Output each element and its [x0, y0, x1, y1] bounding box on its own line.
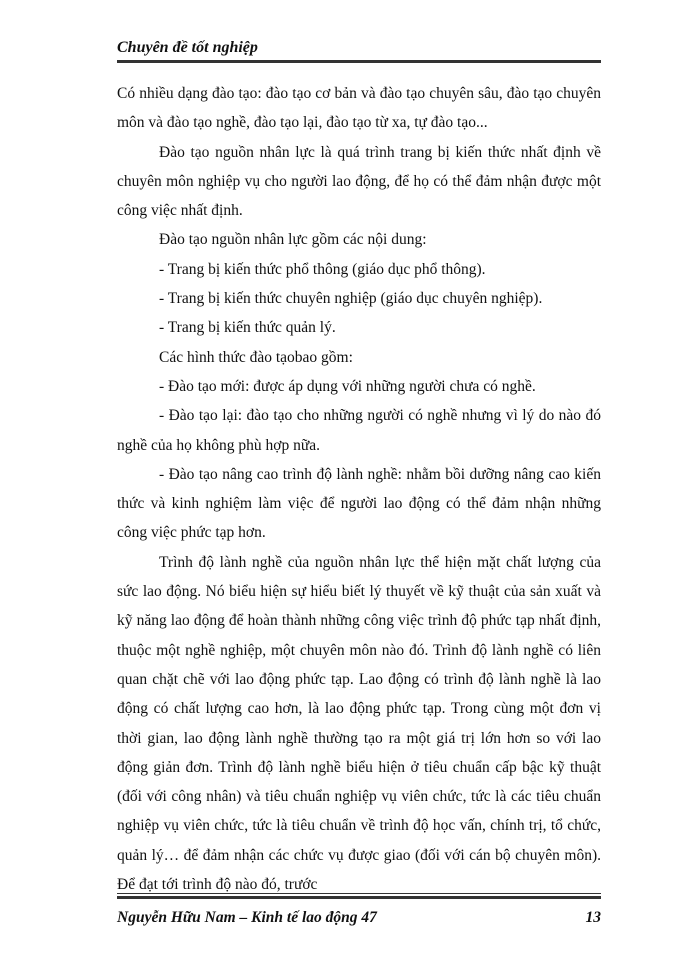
list-item: - Trang bị kiến thức quản lý.	[159, 319, 336, 337]
footer-row	[117, 909, 601, 933]
header-rule	[117, 60, 601, 63]
paragraph: Các hình thức đào tạobao gồm:	[159, 348, 353, 366]
paragraph: Trình độ lành nghề của nguồn nhân lực thể hiện mặt chất lượng của sức lao động. Nó biểu hiện sự hiểu biết lý thuyết về kỹ thuật của sản xuất và kỹ năng lao động để hoàn thành những công việc trình độ phức tạp nhất định, thuộc một nghề nghiệp, một chuyên môn nào đó. Trình độ lành nghề có liên quan chặt chẽ với lao động phức tạp. Lao động có trình độ lành nghề là lao động có chất lượng cao hơn, là lao động phức tạp. Trong cùng một đơn vị thời gian, lao động lành nghề thường tạo ra một giá trị lớn hơn so với lao động giản đơn. Trình độ lành nghề biểu hiện ở tiêu chuẩn cấp bậc kỹ thuật (đối với công nhân) và tiêu chuẩn nghiệp vụ viên chức, tức là các tiêu chuẩn nghiệp vụ viên chức, tức là tiêu chuẩn về trình độ học vấn, chính trị, tổ chức, quản lý… để đảm nhận các chức vụ được giao (đối với cán bộ chuyên môn). Để đạt tới trình độ nào đó, trước	[117, 553, 601, 894]
paragraph: Có nhiều dạng đào tạo: đào tạo cơ bản và đào tạo chuyên sâu, đào tạo chuyên môn và đào tạo nghề, đào tạo lại, đào tạo từ xa, tự đào tạo...	[117, 85, 601, 132]
footer-rule-thin	[117, 893, 601, 894]
list-item: - Đào tạo lại: đào tạo cho những người có nghề nhưng vì lý do nào đó nghề của họ không phù hợp nữa.	[117, 407, 601, 454]
page-number: 13	[585, 909, 601, 926]
footer-rule-thick	[117, 896, 601, 899]
paragraph: Đào tạo nguồn nhân lực gồm các nội dung:	[159, 231, 427, 249]
list-item: - Trang bị kiến thức phổ thông (giáo dục phổ thông).	[159, 260, 486, 278]
footer-author: Nguyễn Hữu Nam – Kinh tế lao động 47	[117, 909, 377, 926]
paragraph: Đào tạo nguồn nhân lực là quá trình trang bị kiến thức nhất định về chuyên môn nghiệp vụ cho người lao động, để họ có thể đảm nhận được một công việc nhất định.	[117, 143, 601, 220]
list-item: - Trang bị kiến thức chuyên nghiệp (giáo dục chuyên nghiệp).	[159, 290, 543, 308]
page-header	[117, 38, 601, 63]
document-body	[117, 79, 601, 899]
page-footer	[117, 893, 601, 933]
list-item: - Đào tạo mới: được áp dụng với những người chưa có nghề.	[159, 377, 536, 395]
header-title: Chuyên đề tốt nghiệp	[117, 39, 258, 56]
list-item: - Đào tạo nâng cao trình độ lành nghề: nhằm bồi dưỡng nâng cao kiến thức và kinh nghiệm làm việc để người lao động có thể đảm nhận những công việc phức tạp hơn.	[117, 465, 601, 542]
